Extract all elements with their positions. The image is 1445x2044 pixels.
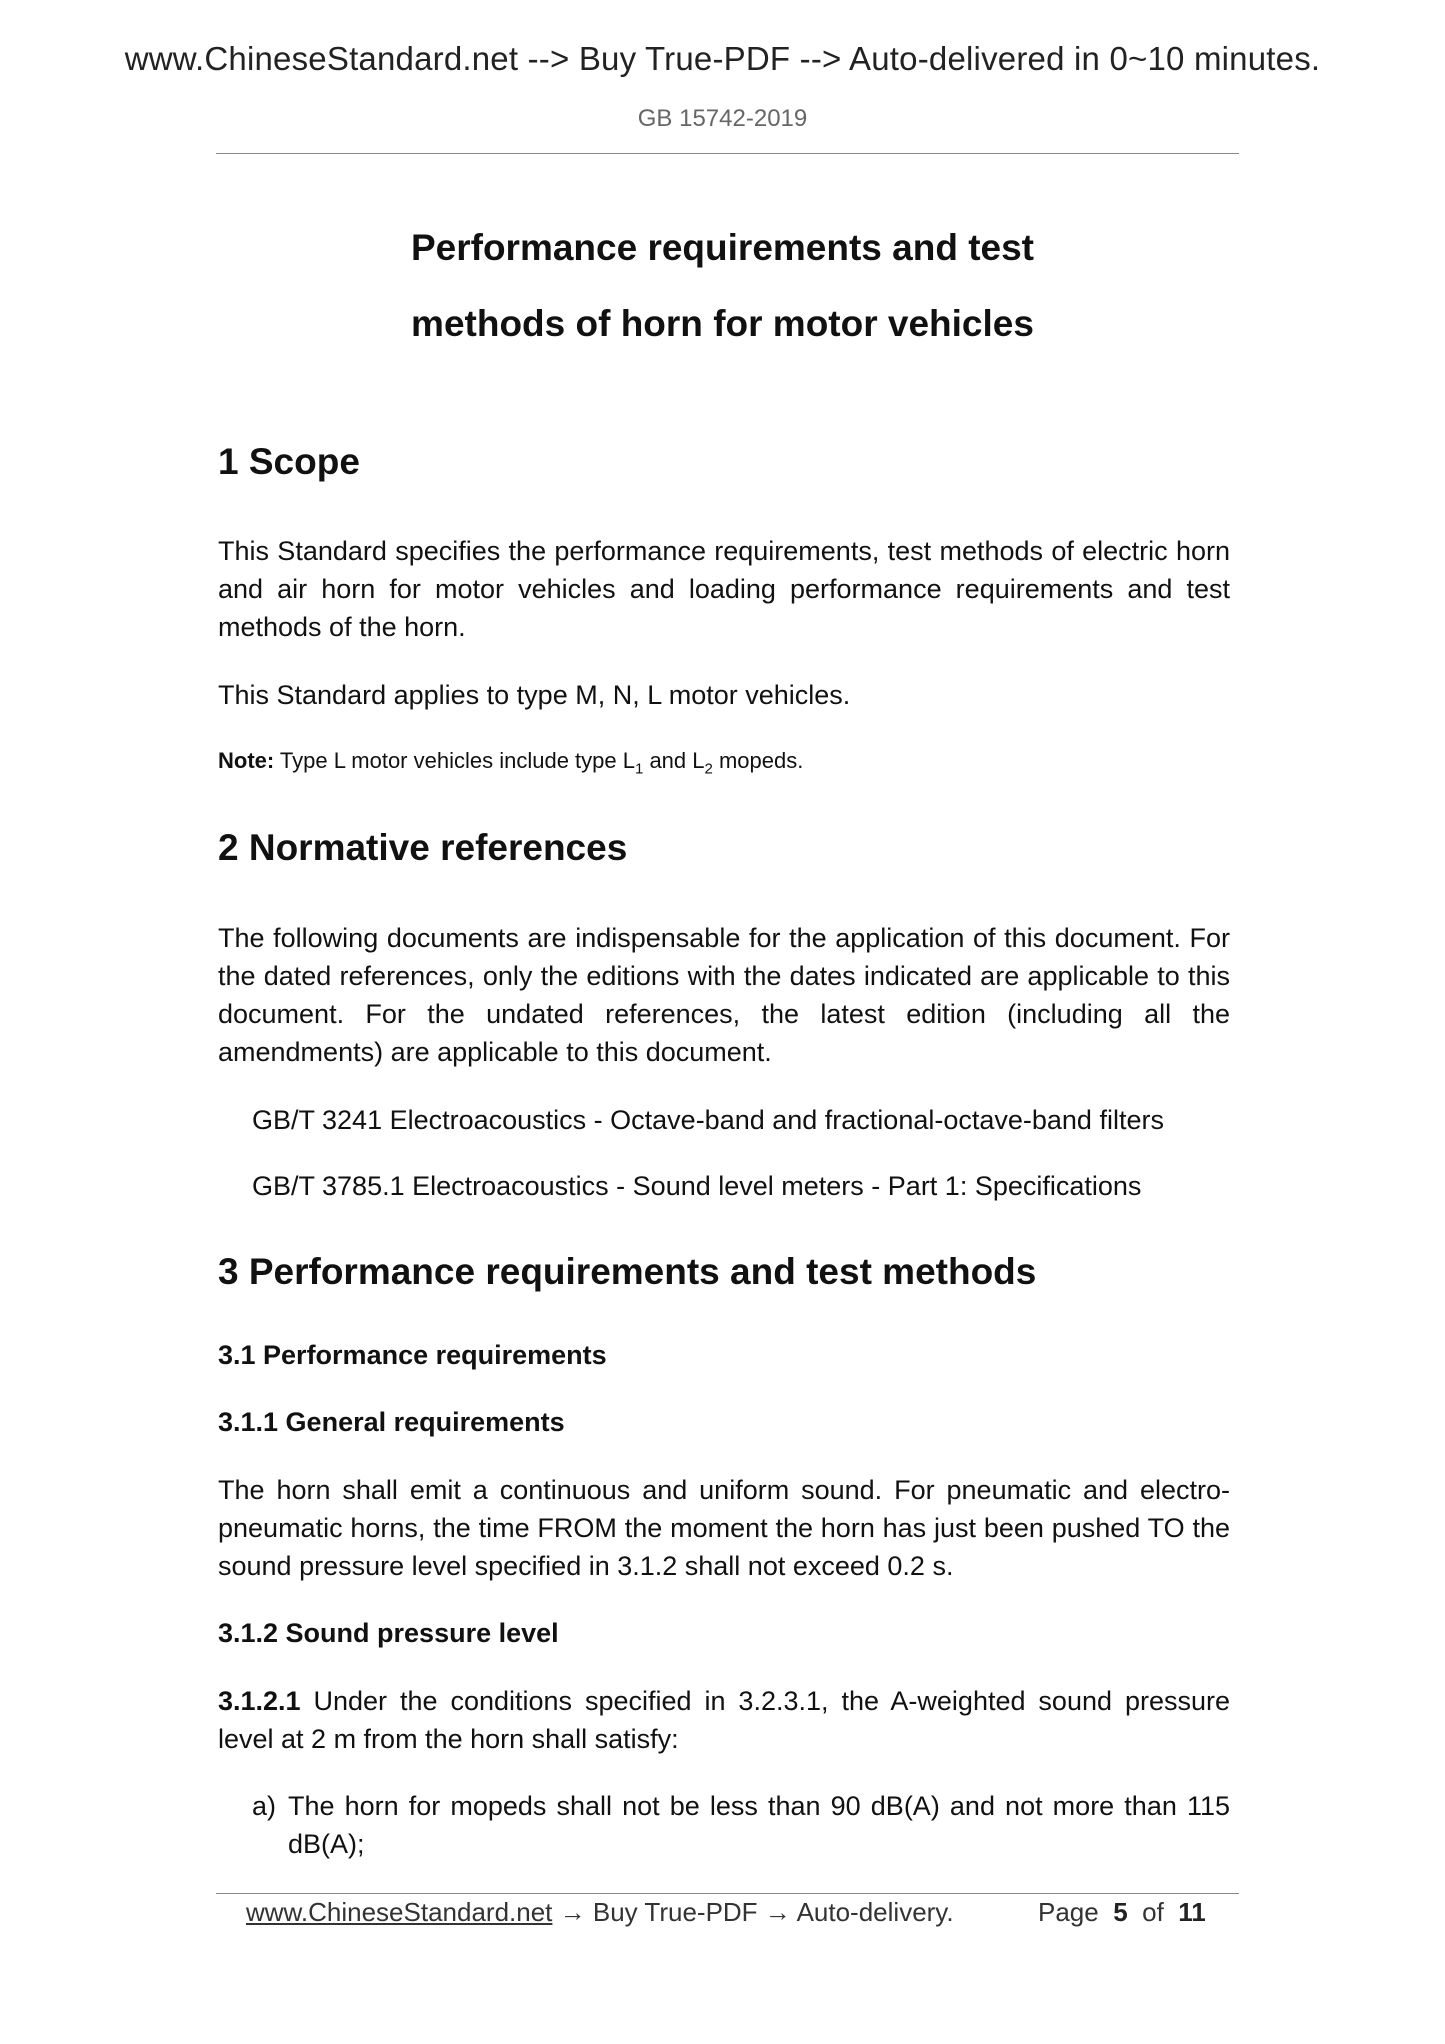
section-2-heading: 2 Normative references [218,827,628,868]
clause-3-1-2-1 [218,1682,1230,1758]
title-line-1: Performance requirements and test [410,227,1035,268]
list-item [252,1787,1230,1863]
standard-code: GB 15742-2019 [637,105,808,132]
page-total: 11 [1178,1897,1206,1927]
reference-item: GB/T 3241 Electroacoustics - Octave-band and fractional-octave-band filters [252,1105,1164,1135]
clause-number: 3.1.2.1 [218,1686,301,1716]
note-text: mopeds. [712,748,804,773]
subsection-3-1-1-heading: 3.1.1 General requirements [218,1407,565,1437]
scope-paragraph-1: This Standard specifies the performance requirements, test methods of electric horn and air horn for motor vehicles and loading performance requirements and test methods of the horn. [218,536,1230,642]
document-title [0,210,1445,362]
page-indicator [1038,1897,1206,1928]
clause-text: Under the conditions specified in 3.2.3.1, the A-weighted sound pressure level at 2 m from the horn shall satisfy: [218,1686,1230,1754]
note-text: and L [643,748,705,773]
scope-note [218,746,803,784]
references-paragraph: The following documents are indispensable for the application of this document. For the dated references, only the editions with the dates indicated are applicable to this document. For the undated references, the latest edition (including all the amendments) are applicable to this document. [218,923,1230,1067]
footer-tagline: → Buy True-PDF → Auto-delivery. [552,1897,954,1927]
note-text: Type L motor vehicles include type L [274,748,635,773]
general-requirements-paragraph: The horn shall emit a continuous and uniform sound. For pneumatic and electro-pneumatic horns, the time FROM the moment the horn has just been pushed TO the sound pressure level specified in 3.1.2 shall not exceed 0.2 s. [218,1475,1230,1581]
title-line-2: methods of horn for motor vehicles [411,303,1034,344]
note-subscript-1: 1 [634,760,644,778]
section-1-heading: 1 Scope [218,441,360,482]
note-label: Note: [218,748,275,773]
footer-link[interactable]: www.ChineseStandard.net [246,1897,553,1927]
note-subscript-2: 2 [704,760,713,778]
footer-divider [216,1893,1239,1894]
footer-text [246,1897,954,1928]
top-banner: www.ChineseStandard.net --> Buy True-PDF --> Auto-delivered in 0~10 minutes. [124,40,1321,77]
reference-item: GB/T 3785.1 Electroacoustics - Sound level meters - Part 1: Specifications [252,1171,1142,1201]
page-label: Page [1038,1897,1099,1927]
list-item-marker: a) [252,1791,277,1821]
subsection-3-1-heading: 3.1 Performance requirements [218,1340,607,1370]
header-divider [216,153,1239,154]
page-of: of [1142,1897,1164,1927]
section-3-heading: 3 Performance requirements and test methods [218,1251,1037,1292]
list-item-text: The horn for mopeds shall not be less than 90 dB(A) and not more than 115 dB(A); [288,1791,1230,1859]
scope-paragraph-2: This Standard applies to type M, N, L motor vehicles. [218,680,851,710]
subsection-3-1-2-heading: 3.1.2 Sound pressure level [218,1618,559,1648]
page-current: 5 [1113,1897,1128,1927]
